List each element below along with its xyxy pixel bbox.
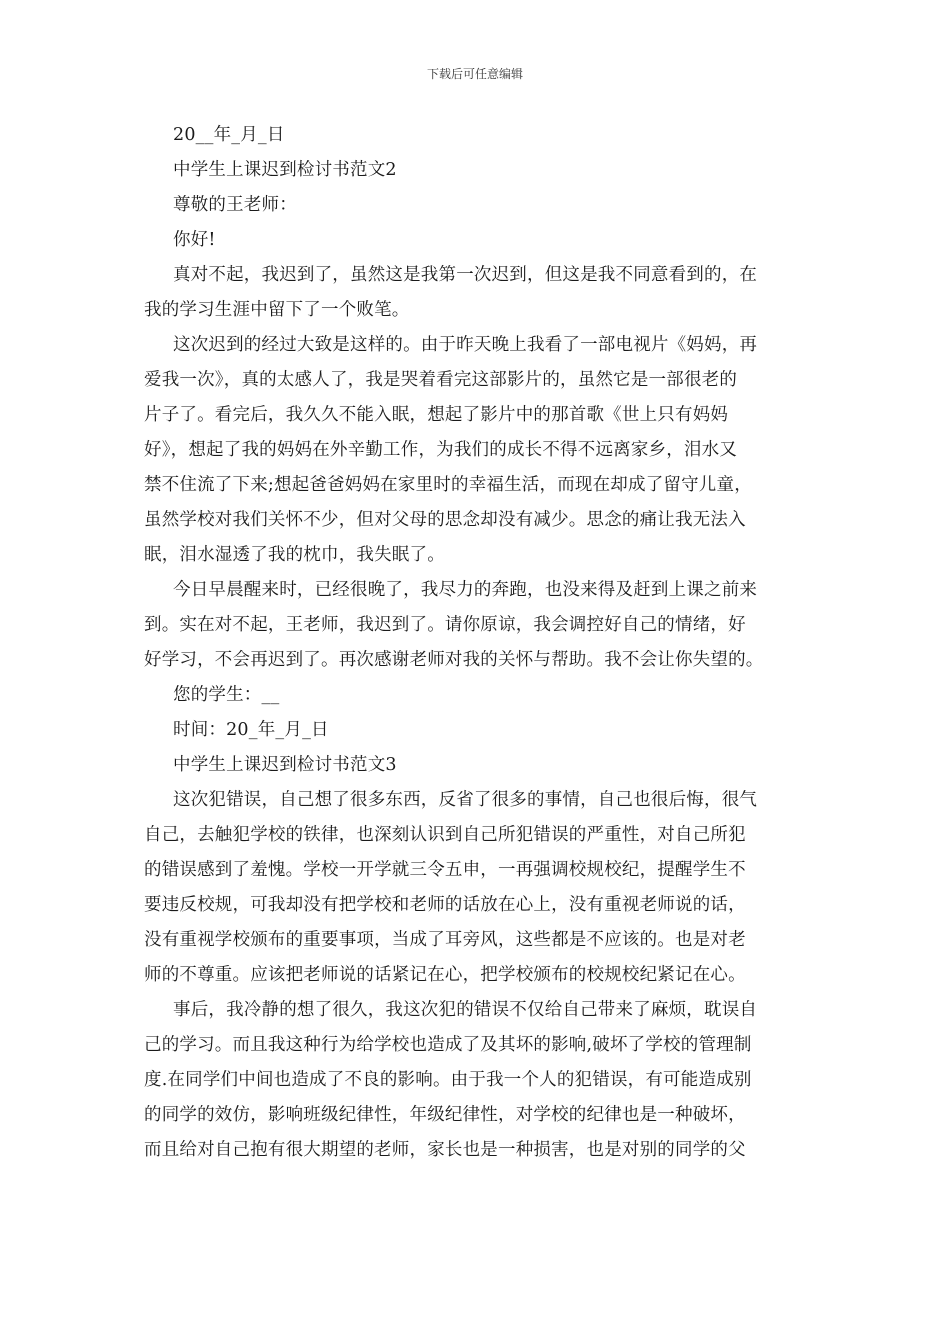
paragraph-line: 事后，我冷静的想了很久，我这次犯的错误不仅给自己带来了麻烦，耽误自 (173, 1000, 758, 1020)
section-title: 中学生上课迟到检讨书范文3 (173, 755, 397, 775)
paragraph-line: 虽然学校对我们关怀不少，但对父母的思念却没有减少。思念的痛让我无法入 (144, 510, 746, 530)
paragraph-line: 片子了。看完后，我久久不能入眠，想起了影片中的那首歌《世上只有妈妈 (144, 405, 729, 425)
paragraph-line: 我的学习生涯中留下了一个败笔。 (144, 300, 410, 320)
paragraph-line: 己的学习。而且我这种行为给学校也造成了及其坏的影响,破坏了学校的管理制 (144, 1035, 752, 1055)
time-line: 时间：20_年_月_日 (173, 720, 329, 740)
signature-line: 您的学生：__ (173, 685, 280, 705)
paragraph-line: 师的不尊重。应该把老师说的话紧记在心，把学校颁布的校规校纪紧记在心。 (144, 965, 746, 985)
date-line: 20__年_月_日 (173, 125, 285, 145)
paragraph-line: 禁不住流了下来;想起爸爸妈妈在家里时的幸福生活，而现在却成了留守儿童， (144, 475, 752, 495)
paragraph-line: 到。实在对不起，王老师，我迟到了。请你原谅，我会调控好自己的情绪，好 (144, 615, 746, 635)
paragraph-line: 而且给对自己抱有很大期望的老师，家长也是一种损害，也是对别的同学的父 (144, 1140, 746, 1160)
greeting: 你好! (173, 230, 216, 250)
paragraph-line: 度.在同学们中间也造成了不良的影响。由于我一个人的犯错误，有可能造成别 (144, 1070, 752, 1090)
page-header-note: 下载后可任意编辑 (426, 67, 523, 81)
paragraph-line: 这次犯错误，自己想了很多东西，反省了很多的事情，自己也很后悔，很气 (173, 790, 758, 810)
paragraph-line: 爱我一次》，真的太感人了，我是哭着看完这部影片的，虽然它是一部很老的 (144, 370, 738, 390)
paragraph-line: 的错误感到了羞愧。学校一开学就三令五申，一再强调校规校纪，提醒学生不 (144, 860, 746, 880)
paragraph-line: 要违反校规，可我却没有把学校和老师的话放在心上，没有重视老师说的话， (144, 895, 746, 915)
paragraph-line: 好》，想起了我的妈妈在外辛勤工作，为我们的成长不得不远离家乡，泪水又 (144, 440, 738, 460)
section-title: 中学生上课迟到检讨书范文2 (173, 160, 397, 180)
paragraph-line: 好学习，不会再迟到了。再次感谢老师对我的关怀与帮助。我不会让你失望的。 (144, 650, 764, 670)
paragraph-line: 今日早晨醒来时，已经很晚了，我尽力的奔跑，也没来得及赶到上课之前来 (173, 580, 758, 600)
paragraph-line: 真对不起，我迟到了，虽然这是我第一次迟到，但这是我不同意看到的，在 (173, 265, 758, 285)
paragraph-line: 的同学的效仿，影响班级纪律性，年级纪律性，对学校的纪律也是一种破坏， (144, 1105, 746, 1125)
paragraph-line: 这次迟到的经过大致是这样的。由于昨天晚上我看了一部电视片《妈妈，再 (173, 335, 758, 355)
paragraph-line: 没有重视学校颁布的重要事项，当成了耳旁风，这些都是不应该的。也是对老 (144, 930, 746, 950)
document-body (144, 118, 808, 1168)
paragraph-line: 眠，泪水湿透了我的枕巾，我失眠了。 (144, 545, 445, 565)
paragraph-line: 自己，去触犯学校的铁律，也深刻认识到自己所犯错误的严重性，对自己所犯 (144, 825, 746, 845)
salutation: 尊敬的王老师： (173, 195, 297, 215)
